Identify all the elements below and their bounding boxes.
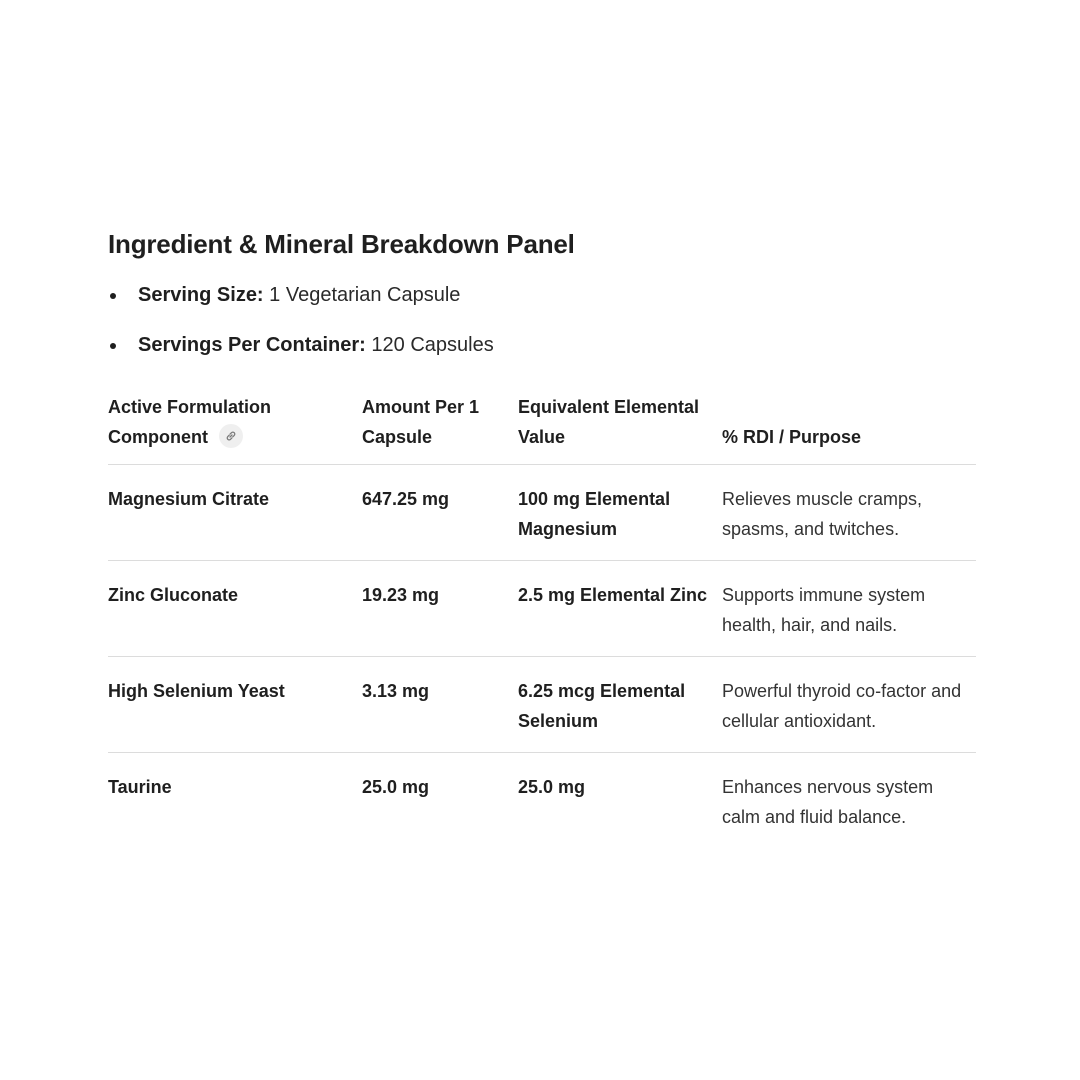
- cell-purpose: Relieves muscle cramps, spasms, and twitches.: [722, 465, 976, 561]
- cell-purpose: Supports immune system health, hair, and nails.: [722, 561, 976, 657]
- cell-amount: 25.0 mg: [362, 777, 430, 797]
- cell-component: High Selenium Yeast: [108, 657, 362, 753]
- bullet-icon: [110, 293, 116, 299]
- header-component-label: Active Formulation Component: [108, 397, 272, 447]
- cell-elemental: 100 mg Elemental Magnesium: [518, 465, 722, 561]
- cell-amount: 3.13 mg: [362, 657, 518, 753]
- table-row: [108, 561, 976, 657]
- table-row: [108, 657, 976, 753]
- panel-title: Ingredient & Mineral Breakdown Panel: [108, 229, 575, 259]
- cell-amount: 647.25 mg: [362, 465, 518, 561]
- servings-per-container-value: 120 Capsules: [365, 334, 494, 356]
- serving-size-value: 1 Vegetarian Capsule: [263, 284, 461, 306]
- cell-purpose: Enhances nervous system calm and fluid balance.: [722, 777, 934, 827]
- cell-component: Taurine: [108, 777, 172, 797]
- cell-elemental: 6.25 mcg Elemental Selenium: [518, 657, 722, 753]
- serving-facts-list: [108, 280, 976, 360]
- header-component: [108, 392, 362, 465]
- bullet-icon: [110, 343, 116, 349]
- header-amount: Amount Per 1 Capsule: [362, 392, 518, 465]
- cell-elemental: 25.0 mg: [518, 777, 586, 797]
- servings-per-container-item: [108, 330, 976, 360]
- cell-purpose: Powerful thyroid co-factor and cellular antioxidant.: [722, 657, 976, 753]
- cell-amount: 19.23 mg: [362, 561, 518, 657]
- servings-per-container-label: Servings Per Container:: [138, 334, 366, 356]
- table-header-row: [108, 392, 976, 465]
- serving-size-item: [108, 280, 976, 310]
- serving-size-label: Serving Size:: [138, 284, 264, 306]
- ingredient-panel: [108, 226, 976, 848]
- table-row: [108, 465, 976, 561]
- cell-component: Zinc Gluconate: [108, 561, 362, 657]
- cell-component: Magnesium Citrate: [108, 465, 362, 561]
- header-elemental: Equivalent Elemental Value: [518, 392, 722, 465]
- table-row: [108, 753, 976, 849]
- cell-elemental: 2.5 mg Elemental Zinc: [518, 561, 722, 657]
- link-icon[interactable]: [219, 424, 243, 448]
- ingredient-table: [108, 392, 976, 848]
- header-purpose: % RDI / Purpose: [722, 392, 976, 465]
